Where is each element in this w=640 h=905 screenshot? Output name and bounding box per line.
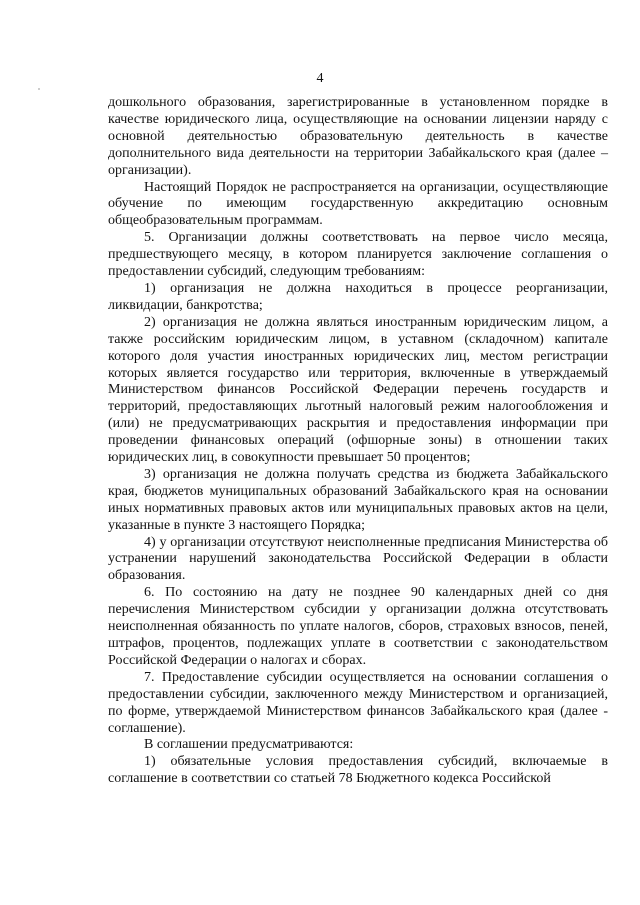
list-item: 1) обязательные условия предоставления субсидий, включаемые в соглашение в соответствии со статьей 78 Бюджетного кодекса Российской <box>108 754 608 787</box>
list-item: 3) организация не должна получать средства из бюджета Забайкальского края, бюджетов муниципальных образований Забайкальского края на основании иных нормативных правовых актов или муниципальных правовых актов на цели, указанные в пункте 3 настоящего Порядка; <box>108 466 608 533</box>
list-item: 1) организация не должна находиться в процессе реорганизации, ликвидации, банкротства; <box>108 280 608 313</box>
paragraph: 5. Организации должны соответствовать на первое число месяца, предшествующего месяцу, в котором планируется заключение соглашения о предоставлении субсидий, следующим требованиям: <box>108 230 608 280</box>
list-item: 4) у организации отсутствуют неисполненные предписания Министерства об устранении нарушений законодательства Российской Федерации в области образования. <box>108 534 608 584</box>
document-body <box>108 95 608 788</box>
paragraph: 6. По состоянию на дату не позднее 90 календарных дней со дня перечисления Министерством субсидии у организации должна отсутствовать неисполненная обязанность по уплате налогов, сборов, страховых взносов, пеней, штрафов, процентов, подлежащих уплате в соответствии с законодательством Российской Федерации о налогах и сборах. <box>108 585 608 668</box>
scan-speck <box>38 88 40 90</box>
paragraph: В соглашении предусматриваются: <box>144 737 354 753</box>
page-number: 4 <box>316 71 324 86</box>
paragraph: дошкольного образования, зарегистрированные в установленном порядке в качестве юридического лица, осуществляющие на основании лицензии наряду с основной деятельностью образовательную деятельность в качестве дополнительного вида деятельности на территории Забайкальского края (далее – организации). <box>108 95 608 178</box>
paragraph: Настоящий Порядок не распространяется на организации, осуществляющие обучение по имеющим государственную аккредитацию основным общеобразовательным программам. <box>108 179 608 229</box>
paragraph: 7. Предоставление субсидии осуществляется на основании соглашения о предоставлении субсидии, заключенного между Министерством и организацией, по форме, утверждаемой Министерством финансов Забайкальского края (далее - соглашение). <box>108 669 608 736</box>
list-item: 2) организация не должна являться иностранным юридическим лицом, а также российским юридическим лицом, в уставном (складочном) капитале которого доля участия иностранных юридических лиц, местом регистрации которых является государство или территория, включенные в утверждаемый Министерством финансов Российской Федерации перечень государств и территорий, предоставляющих льготный налоговый режим налогообложения и (или) не предусматривающих раскрытия и предоставления информации при проведении финансовых операций (офшорные зоны) в отношении таких юридических лиц, в совокупности превышает 50 процентов; <box>108 314 608 466</box>
